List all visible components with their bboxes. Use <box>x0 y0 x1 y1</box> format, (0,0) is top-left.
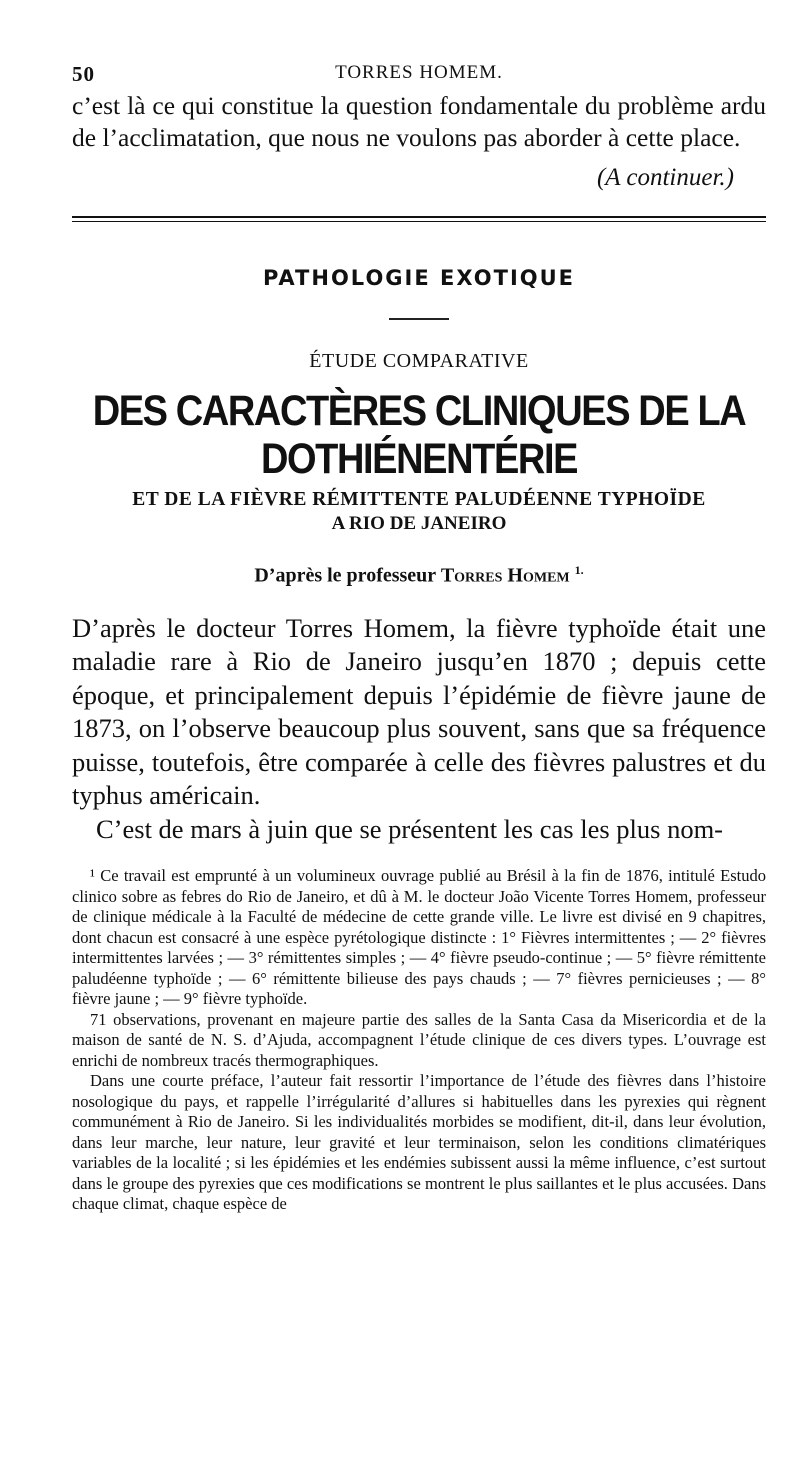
body-paragraph-1: D’après le docteur Torres Homem, la fièvre typhoïde était une maladie rare à Rio de Janeiro jusqu’en 1870 ; depuis cette époque, et principalement depuis l’épidémie de fièvre jaune de 1873, on l’observe beaucoup plus souvent, sans que sa fréquence puisse, toutefois, être comparée à celle des fièvres palustres et du typhus américain. <box>72 612 766 811</box>
article-title-line-3: A RIO DE JANEIRO <box>331 513 507 534</box>
article-title: DES CARACTÈRES CLINIQUES DE LA DOTHIÉNENTÉRIE <box>92 387 746 484</box>
footnotes <box>72 866 766 1215</box>
byline-author: Torres Homem <box>440 564 570 587</box>
document-page <box>72 60 766 1215</box>
byline <box>72 563 766 588</box>
footnote-1-preface: Dans une courte préface, l’auteur fait ressortir l’importance de l’étude des fièvres dans l’histoire nosologique du pays, et rappelle l’irrégularité d’allures si habituelles dans les pyrexies qui règnent communément à Rio de Janeiro. Si les individualités morbides se modifient, dit-il, dans leur évolution, dans leur marche, leur nature, leur gravité et leur terminaison, selon les conditions climatériques variables de la localité ; si les épidémies et les endémies subissent aussi la même influence, c’est surtout dans le groupe des pyrexies que ces modifications se montrent le plus saillantes et le plus accusées. Dans chaque climat, chaque espèce de <box>72 1071 766 1214</box>
body-paragraph-2: C’est de mars à juin que se présentent les cas les plus nom- <box>96 813 724 844</box>
footnote-1-continued: 71 observations, provenant en majeure partie des salles de la Santa Casa da Misericordia et de la maison de santé de N. S. d’Ajuda, accompagnent l’étude clinique de ces divers types. L’ouvrage est enrichi de nombreux tracés thermographiques. <box>72 1009 766 1070</box>
article-title-line-2: ET DE LA FIÈVRE RÉMITTENTE PALUDÉENNE TYPHOÏDE <box>132 489 706 510</box>
intro-paragraph: c’est là ce qui constitue la question fondamentale du problème ardu de l’acclimatation, que nous ne voulons pas aborder à cette place. <box>72 91 766 152</box>
page-number: 50 <box>72 62 95 86</box>
to-continue-note: (A continuer.) <box>596 164 734 191</box>
byline-prefix: D’après le professeur <box>254 564 436 587</box>
footnote-ref: 1. <box>574 563 584 577</box>
section-divider <box>72 216 766 222</box>
running-title: TORRES HOMEM. <box>335 62 503 83</box>
short-divider <box>389 318 449 320</box>
running-header <box>72 60 766 90</box>
section-heading: PATHOLOGIE EXOTIQUE <box>262 266 576 290</box>
article-subheading: ÉTUDE COMPARATIVE <box>309 350 529 372</box>
footnote-1: ¹ Ce travail est emprunté à un volumineux ouvrage publié au Brésil à la fin de 1876, intitulé Estudo clinico sobre as febres do Rio de Janeiro, et dû à M. le docteur João Vicente Torres Homem, professeur de clinique médicale à la Faculté de médecine de cette grande ville. Le livre est divisé en 9 chapitres, dont chacun est consacré à une espèce pyrétologique distincte : 1° Fièvres intermittentes ; — 2° fièvres intermittentes larvées ; — 3° rémittentes simples ; — 4° fièvre pseudo-continue ; — 5° fièvre rémittente paludéenne typhoïde ; — 6° rémittente bilieuse des pays chauds ; — 7° fièvres pernicieuses ; — 8° fièvre jaune ; — 9° fièvre typhoïde. <box>72 866 766 1009</box>
